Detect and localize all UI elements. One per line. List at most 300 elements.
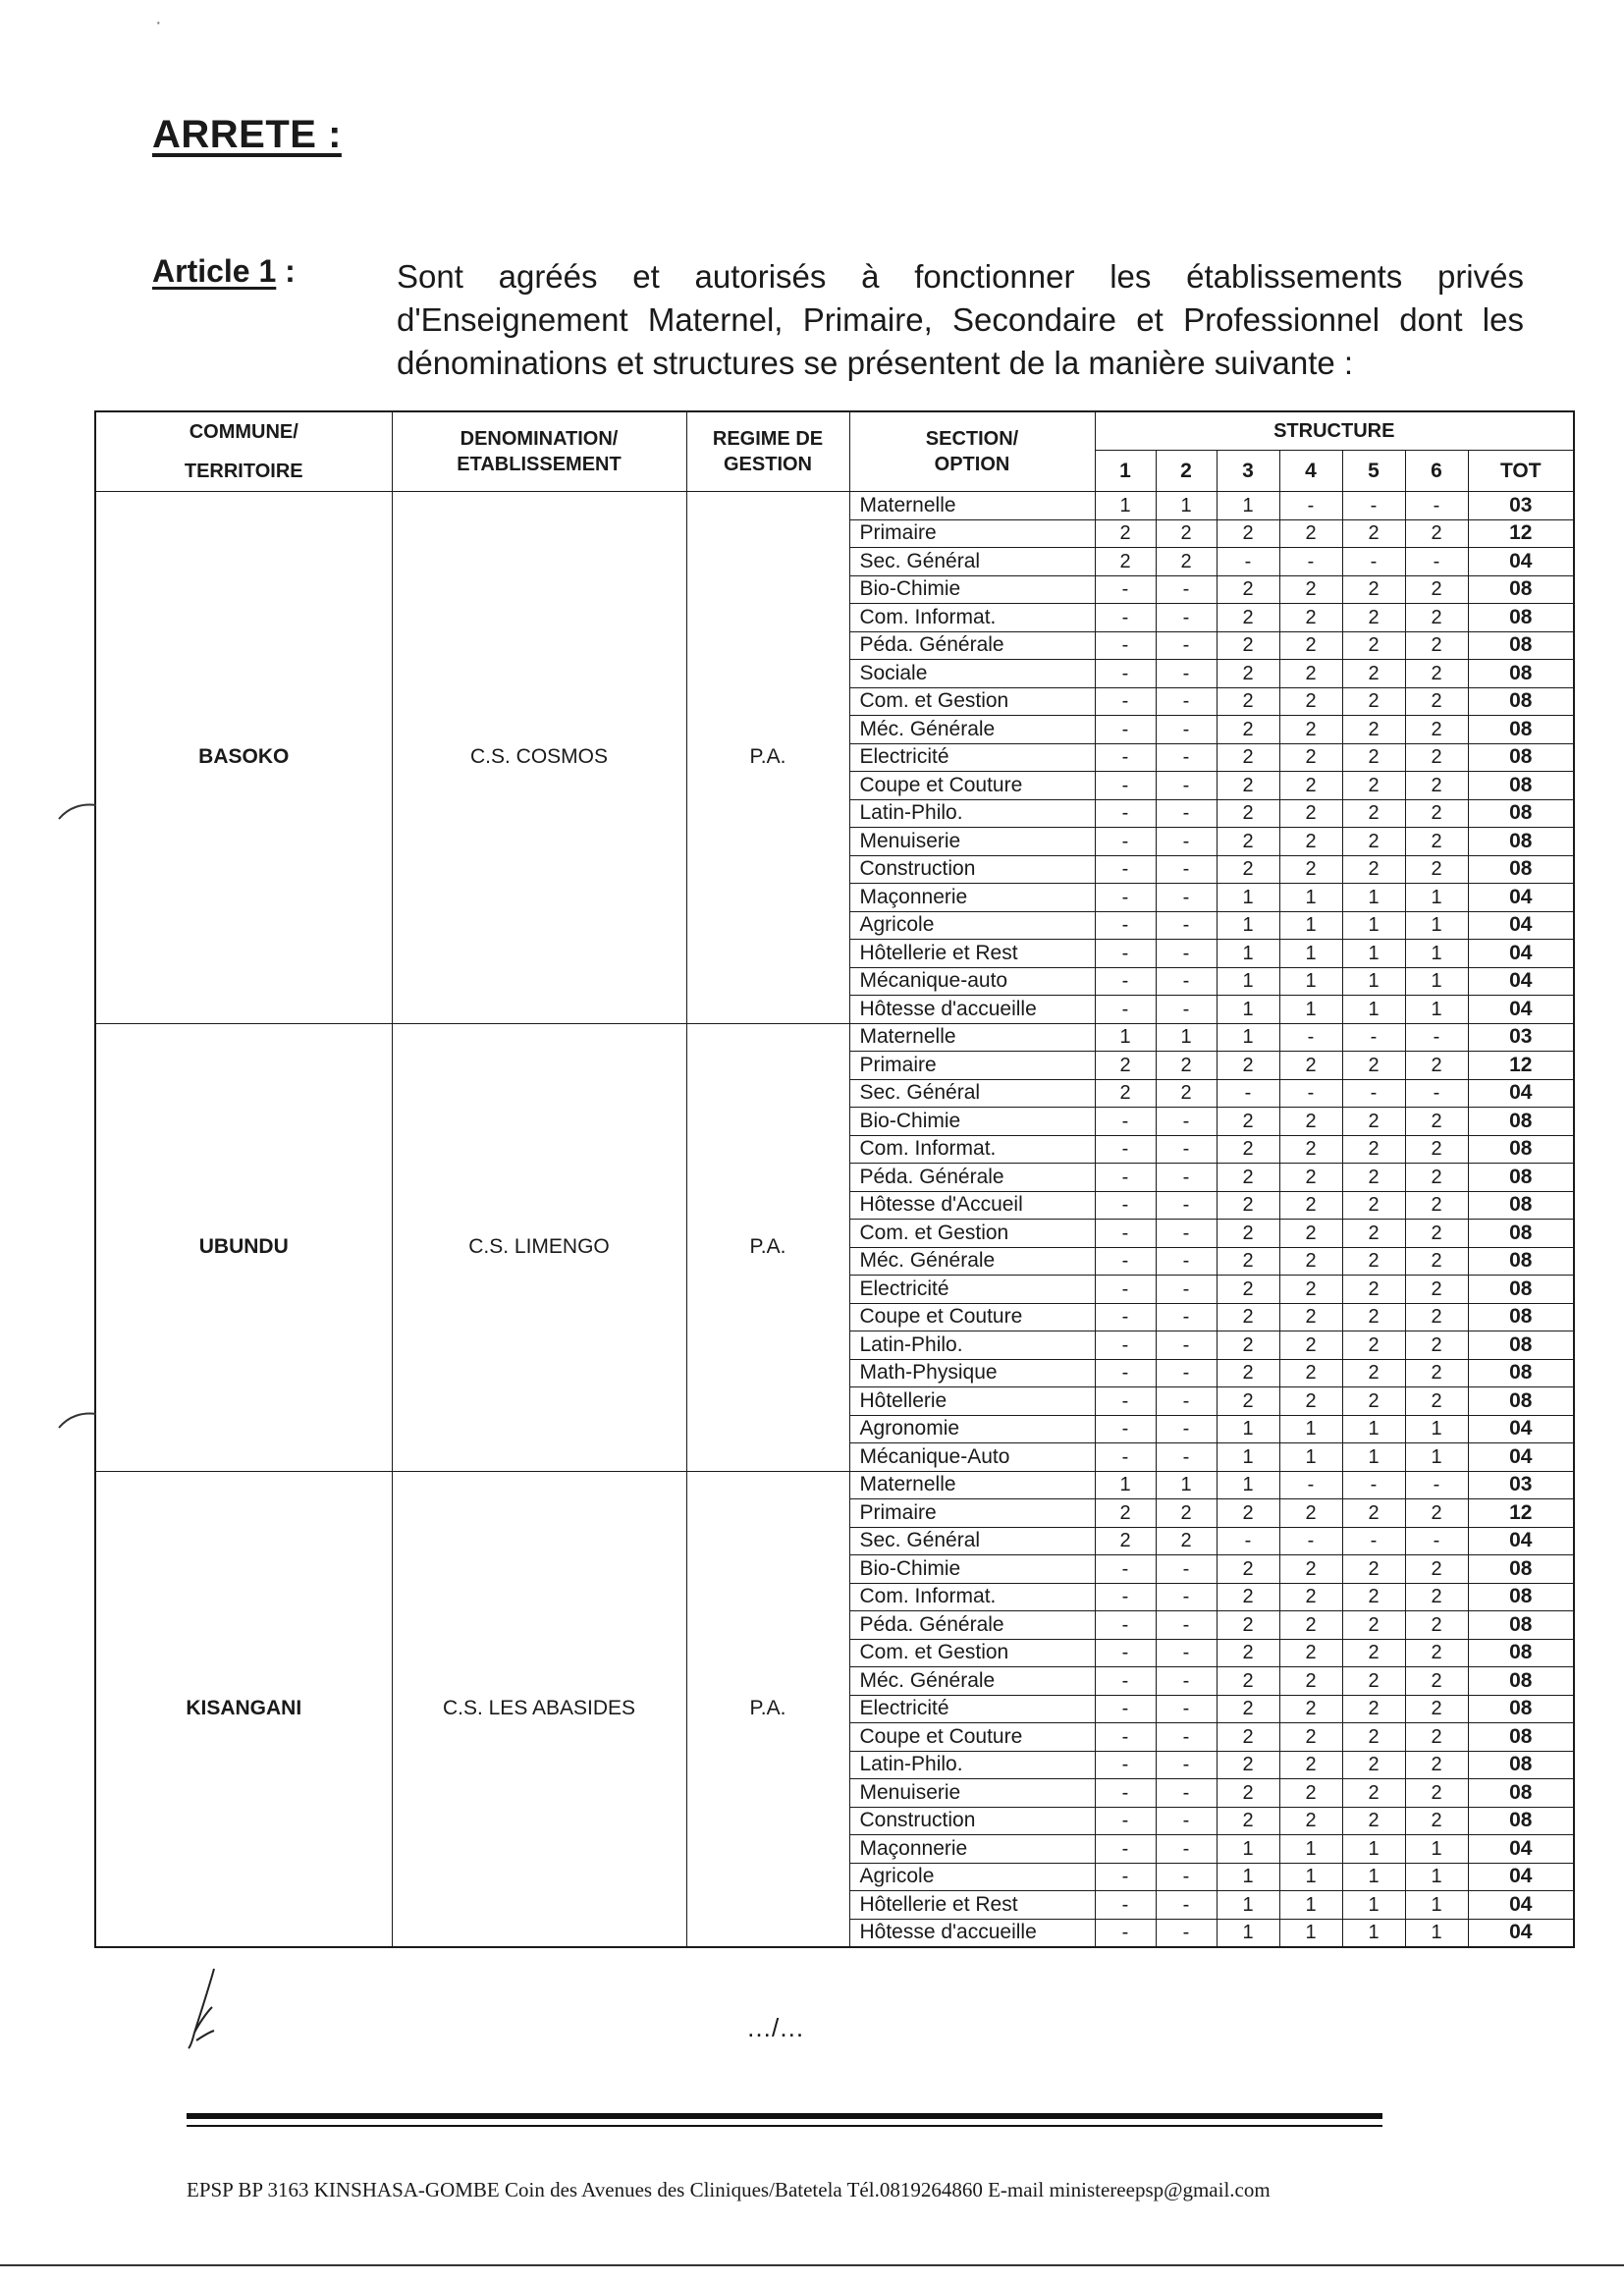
- structure-year-5-cell: 2: [1342, 1779, 1405, 1808]
- structure-year-5-cell: 1: [1342, 1415, 1405, 1443]
- structure-year-1-cell: -: [1095, 1723, 1156, 1752]
- section-option-cell: Mécanique-Auto: [849, 1443, 1095, 1472]
- structure-year-2-cell: 2: [1156, 548, 1217, 576]
- structure-year-2-cell: -: [1156, 799, 1217, 828]
- total-cell: 04: [1468, 1079, 1574, 1108]
- regime-cell: P.A.: [686, 1023, 849, 1471]
- article-text: Sont agréés et autorisés à fonctionner les établissements privés d'Enseignement Maternel, Primaire, Secondaire et Professionnel dont les dénominations et structures se présentent de la manière suivante :: [397, 258, 1524, 381]
- total-cell: 08: [1468, 1359, 1574, 1387]
- total-cell: 08: [1468, 1723, 1574, 1752]
- structure-year-5-cell: 2: [1342, 1191, 1405, 1220]
- structure-year-6-cell: 2: [1405, 799, 1468, 828]
- section-option-cell: Hôtesse d'accueille: [849, 1919, 1095, 1947]
- structure-year-6-cell: 1: [1405, 996, 1468, 1024]
- structure-year-5-cell: 1: [1342, 1863, 1405, 1891]
- structure-year-4-cell: 2: [1279, 772, 1342, 800]
- structure-year-5-cell: 2: [1342, 1555, 1405, 1584]
- structure-year-5-cell: -: [1342, 1023, 1405, 1052]
- structure-year-4-cell: 2: [1279, 660, 1342, 688]
- structure-year-1-cell: -: [1095, 1611, 1156, 1640]
- structure-year-2-cell: -: [1156, 940, 1217, 968]
- structure-year-4-cell: 1: [1279, 940, 1342, 968]
- section-option-cell: Agricole: [849, 911, 1095, 940]
- header-year-6: 6: [1405, 451, 1468, 492]
- structure-year-1-cell: 2: [1095, 1499, 1156, 1528]
- structure-year-6-cell: 2: [1405, 1303, 1468, 1331]
- total-cell: 08: [1468, 1164, 1574, 1192]
- structure-year-5-cell: 2: [1342, 1611, 1405, 1640]
- structure-year-5-cell: 2: [1342, 687, 1405, 716]
- structure-year-3-cell: 1: [1217, 967, 1279, 996]
- structure-year-6-cell: 1: [1405, 1919, 1468, 1947]
- structure-year-3-cell: 2: [1217, 660, 1279, 688]
- total-cell: 08: [1468, 743, 1574, 772]
- section-option-cell: Agricole: [849, 1863, 1095, 1891]
- structure-year-1-cell: 1: [1095, 1471, 1156, 1499]
- total-cell: 04: [1468, 1919, 1574, 1947]
- structure-year-2-cell: -: [1156, 1108, 1217, 1136]
- structure-year-6-cell: 1: [1405, 1415, 1468, 1443]
- structure-year-3-cell: -: [1217, 1079, 1279, 1108]
- structure-year-2-cell: -: [1156, 716, 1217, 744]
- header-year-5: 5: [1342, 451, 1405, 492]
- section-option-cell: Sec. Général: [849, 548, 1095, 576]
- section-option-cell: Construction: [849, 1807, 1095, 1835]
- structure-year-6-cell: 2: [1405, 716, 1468, 744]
- structure-year-6-cell: 2: [1405, 687, 1468, 716]
- total-cell: 08: [1468, 716, 1574, 744]
- total-cell: 08: [1468, 1779, 1574, 1808]
- section-option-cell: Primaire: [849, 1052, 1095, 1080]
- structure-year-2-cell: 2: [1156, 1527, 1217, 1555]
- structure-year-4-cell: 2: [1279, 799, 1342, 828]
- structure-year-3-cell: 1: [1217, 940, 1279, 968]
- structure-year-5-cell: 1: [1342, 1835, 1405, 1864]
- structure-year-3-cell: 2: [1217, 1387, 1279, 1416]
- structure-year-4-cell: -: [1279, 548, 1342, 576]
- structure-year-1-cell: -: [1095, 687, 1156, 716]
- structure-year-6-cell: 2: [1405, 772, 1468, 800]
- structure-year-5-cell: 1: [1342, 940, 1405, 968]
- table-row: [95, 492, 1574, 520]
- structure-year-2-cell: 1: [1156, 1023, 1217, 1052]
- structure-year-5-cell: 1: [1342, 911, 1405, 940]
- section-option-cell: Maçonnerie: [849, 1835, 1095, 1864]
- structure-year-3-cell: 2: [1217, 1667, 1279, 1696]
- total-cell: 08: [1468, 1751, 1574, 1779]
- total-cell: 03: [1468, 1471, 1574, 1499]
- section-option-cell: Méc. Générale: [849, 716, 1095, 744]
- structure-year-1-cell: -: [1095, 1751, 1156, 1779]
- header-structure: STRUCTURE: [1095, 411, 1574, 451]
- section-option-cell: Latin-Philo.: [849, 1751, 1095, 1779]
- structure-year-5-cell: 2: [1342, 1667, 1405, 1696]
- structure-year-3-cell: 2: [1217, 743, 1279, 772]
- structure-year-1-cell: -: [1095, 1303, 1156, 1331]
- section-option-cell: Sec. Général: [849, 1527, 1095, 1555]
- section-option-cell: Sociale: [849, 660, 1095, 688]
- structure-year-4-cell: 2: [1279, 1583, 1342, 1611]
- structure-year-5-cell: 2: [1342, 1276, 1405, 1304]
- structure-year-3-cell: 2: [1217, 1779, 1279, 1808]
- footer-rule-thin: [187, 2125, 1382, 2127]
- establishments-table: [94, 410, 1575, 1948]
- structure-year-2-cell: 2: [1156, 1079, 1217, 1108]
- structure-year-1-cell: 2: [1095, 519, 1156, 548]
- section-option-cell: Péda. Générale: [849, 631, 1095, 660]
- structure-year-3-cell: 2: [1217, 1052, 1279, 1080]
- structure-year-6-cell: 2: [1405, 1331, 1468, 1360]
- header-year-3: 3: [1217, 451, 1279, 492]
- structure-year-3-cell: 2: [1217, 1751, 1279, 1779]
- structure-year-1-cell: -: [1095, 1919, 1156, 1947]
- structure-year-6-cell: 2: [1405, 1164, 1468, 1192]
- structure-year-2-cell: -: [1156, 631, 1217, 660]
- structure-year-3-cell: 2: [1217, 799, 1279, 828]
- total-cell: 04: [1468, 1863, 1574, 1891]
- structure-year-6-cell: 2: [1405, 1695, 1468, 1723]
- structure-year-3-cell: 2: [1217, 687, 1279, 716]
- structure-year-6-cell: 1: [1405, 940, 1468, 968]
- header-regime: REGIME DE GESTION: [686, 411, 849, 492]
- structure-year-4-cell: 2: [1279, 855, 1342, 884]
- structure-year-3-cell: 2: [1217, 1611, 1279, 1640]
- total-cell: 08: [1468, 1387, 1574, 1416]
- structure-year-5-cell: 2: [1342, 772, 1405, 800]
- structure-year-6-cell: 2: [1405, 1751, 1468, 1779]
- commune-cell: BASOKO: [95, 492, 392, 1024]
- structure-year-4-cell: 2: [1279, 1387, 1342, 1416]
- total-cell: 08: [1468, 660, 1574, 688]
- structure-year-1-cell: -: [1095, 1387, 1156, 1416]
- structure-year-5-cell: 2: [1342, 1303, 1405, 1331]
- structure-year-3-cell: 1: [1217, 1415, 1279, 1443]
- structure-year-2-cell: -: [1156, 1891, 1217, 1920]
- total-cell: 08: [1468, 1220, 1574, 1248]
- structure-year-2-cell: -: [1156, 687, 1217, 716]
- total-cell: 04: [1468, 911, 1574, 940]
- total-cell: 12: [1468, 1052, 1574, 1080]
- header-year-4: 4: [1279, 451, 1342, 492]
- section-option-cell: Maçonnerie: [849, 884, 1095, 912]
- section-option-cell: Péda. Générale: [849, 1611, 1095, 1640]
- structure-year-4-cell: 2: [1279, 1723, 1342, 1752]
- structure-year-6-cell: 2: [1405, 1191, 1468, 1220]
- section-option-cell: Primaire: [849, 519, 1095, 548]
- structure-year-1-cell: -: [1095, 716, 1156, 744]
- structure-year-5-cell: 1: [1342, 884, 1405, 912]
- section-option-cell: Com. et Gestion: [849, 687, 1095, 716]
- section-option-cell: Hôtesse d'accueille: [849, 996, 1095, 1024]
- structure-year-4-cell: -: [1279, 1527, 1342, 1555]
- structure-year-2-cell: -: [1156, 1191, 1217, 1220]
- structure-year-6-cell: 2: [1405, 1639, 1468, 1667]
- structure-year-4-cell: -: [1279, 1079, 1342, 1108]
- structure-year-6-cell: 2: [1405, 1555, 1468, 1584]
- structure-year-1-cell: 2: [1095, 1052, 1156, 1080]
- structure-year-5-cell: -: [1342, 1471, 1405, 1499]
- structure-year-5-cell: 2: [1342, 799, 1405, 828]
- structure-year-1-cell: -: [1095, 1891, 1156, 1920]
- structure-year-2-cell: -: [1156, 1779, 1217, 1808]
- structure-year-6-cell: 2: [1405, 631, 1468, 660]
- total-cell: 04: [1468, 548, 1574, 576]
- structure-year-6-cell: 2: [1405, 1247, 1468, 1276]
- total-cell: 08: [1468, 1611, 1574, 1640]
- structure-year-4-cell: 1: [1279, 911, 1342, 940]
- structure-year-1-cell: 1: [1095, 492, 1156, 520]
- structure-year-1-cell: -: [1095, 1863, 1156, 1891]
- structure-year-1-cell: -: [1095, 1443, 1156, 1472]
- total-cell: 08: [1468, 772, 1574, 800]
- header-year-1: 1: [1095, 451, 1156, 492]
- structure-year-2-cell: -: [1156, 1919, 1217, 1947]
- structure-year-3-cell: 2: [1217, 1583, 1279, 1611]
- structure-year-3-cell: 1: [1217, 1471, 1279, 1499]
- header-total: TOT: [1468, 451, 1574, 492]
- structure-year-2-cell: -: [1156, 1835, 1217, 1864]
- structure-year-2-cell: -: [1156, 1387, 1217, 1416]
- structure-year-6-cell: -: [1405, 492, 1468, 520]
- etablissement-cell: C.S. COSMOS: [392, 492, 686, 1024]
- structure-year-6-cell: 2: [1405, 1583, 1468, 1611]
- total-cell: 08: [1468, 855, 1574, 884]
- section-option-cell: Math-Physique: [849, 1359, 1095, 1387]
- margin-mark: [55, 1402, 98, 1432]
- commune-cell: KISANGANI: [95, 1471, 392, 1947]
- structure-year-1-cell: -: [1095, 1779, 1156, 1808]
- structure-year-1-cell: -: [1095, 1247, 1156, 1276]
- structure-year-2-cell: -: [1156, 1555, 1217, 1584]
- structure-year-6-cell: 2: [1405, 1387, 1468, 1416]
- structure-year-4-cell: 2: [1279, 1779, 1342, 1808]
- structure-year-1-cell: -: [1095, 1220, 1156, 1248]
- structure-year-1-cell: -: [1095, 884, 1156, 912]
- table-header: [95, 411, 1574, 492]
- structure-year-3-cell: 2: [1217, 1164, 1279, 1192]
- section-option-cell: Maternelle: [849, 492, 1095, 520]
- structure-year-1-cell: -: [1095, 772, 1156, 800]
- structure-year-2-cell: -: [1156, 1751, 1217, 1779]
- structure-year-1-cell: -: [1095, 743, 1156, 772]
- structure-year-4-cell: -: [1279, 1471, 1342, 1499]
- structure-year-6-cell: -: [1405, 1527, 1468, 1555]
- total-cell: 04: [1468, 1415, 1574, 1443]
- structure-year-1-cell: -: [1095, 996, 1156, 1024]
- section-option-cell: Latin-Philo.: [849, 1331, 1095, 1360]
- total-cell: 04: [1468, 1527, 1574, 1555]
- structure-year-6-cell: 2: [1405, 1276, 1468, 1304]
- structure-year-4-cell: 2: [1279, 687, 1342, 716]
- structure-year-6-cell: 2: [1405, 1499, 1468, 1528]
- total-cell: 08: [1468, 1247, 1574, 1276]
- structure-year-2-cell: 1: [1156, 1471, 1217, 1499]
- structure-year-5-cell: -: [1342, 1527, 1405, 1555]
- section-option-cell: Bio-Chimie: [849, 575, 1095, 604]
- structure-year-6-cell: -: [1405, 1023, 1468, 1052]
- structure-year-6-cell: 2: [1405, 604, 1468, 632]
- structure-year-3-cell: 2: [1217, 575, 1279, 604]
- structure-year-5-cell: 2: [1342, 1695, 1405, 1723]
- structure-year-4-cell: 2: [1279, 1247, 1342, 1276]
- structure-year-5-cell: -: [1342, 548, 1405, 576]
- structure-year-3-cell: 2: [1217, 631, 1279, 660]
- structure-year-2-cell: -: [1156, 884, 1217, 912]
- structure-year-4-cell: 2: [1279, 1751, 1342, 1779]
- structure-year-5-cell: 2: [1342, 1723, 1405, 1752]
- total-cell: 08: [1468, 1807, 1574, 1835]
- section-option-cell: Menuiserie: [849, 1779, 1095, 1808]
- structure-year-2-cell: -: [1156, 604, 1217, 632]
- structure-year-5-cell: 2: [1342, 1331, 1405, 1360]
- structure-year-4-cell: 2: [1279, 1807, 1342, 1835]
- structure-year-3-cell: 2: [1217, 1247, 1279, 1276]
- structure-year-1-cell: -: [1095, 799, 1156, 828]
- structure-year-6-cell: 1: [1405, 1835, 1468, 1864]
- structure-year-4-cell: 1: [1279, 1835, 1342, 1864]
- structure-year-3-cell: 2: [1217, 855, 1279, 884]
- structure-year-6-cell: -: [1405, 1079, 1468, 1108]
- structure-year-2-cell: -: [1156, 743, 1217, 772]
- section-option-cell: Maternelle: [849, 1471, 1095, 1499]
- structure-year-3-cell: 1: [1217, 492, 1279, 520]
- structure-year-4-cell: 1: [1279, 1891, 1342, 1920]
- continuation-mark: …/…: [746, 2013, 805, 2042]
- section-option-cell: Maternelle: [849, 1023, 1095, 1052]
- section-option-cell: Coupe et Couture: [849, 1723, 1095, 1752]
- total-cell: 08: [1468, 1667, 1574, 1696]
- structure-year-1-cell: -: [1095, 1667, 1156, 1696]
- structure-year-3-cell: 2: [1217, 1359, 1279, 1387]
- structure-year-5-cell: 2: [1342, 631, 1405, 660]
- structure-year-4-cell: 2: [1279, 1276, 1342, 1304]
- total-cell: 04: [1468, 884, 1574, 912]
- structure-year-6-cell: 1: [1405, 884, 1468, 912]
- structure-year-4-cell: 2: [1279, 1331, 1342, 1360]
- structure-year-5-cell: -: [1342, 1079, 1405, 1108]
- total-cell: 04: [1468, 1443, 1574, 1472]
- header-year-2: 2: [1156, 451, 1217, 492]
- structure-year-5-cell: 1: [1342, 1919, 1405, 1947]
- structure-year-1-cell: -: [1095, 1135, 1156, 1164]
- section-option-cell: Péda. Générale: [849, 1164, 1095, 1192]
- page-heading: ARRETE :: [152, 113, 342, 156]
- structure-year-2-cell: -: [1156, 660, 1217, 688]
- structure-year-2-cell: -: [1156, 828, 1217, 856]
- structure-year-2-cell: -: [1156, 1415, 1217, 1443]
- structure-year-4-cell: 2: [1279, 1611, 1342, 1640]
- structure-year-1-cell: -: [1095, 855, 1156, 884]
- total-cell: 04: [1468, 940, 1574, 968]
- structure-year-5-cell: 2: [1342, 1499, 1405, 1528]
- structure-year-1-cell: -: [1095, 1415, 1156, 1443]
- structure-year-3-cell: 1: [1217, 911, 1279, 940]
- total-cell: 08: [1468, 1583, 1574, 1611]
- total-cell: 08: [1468, 1555, 1574, 1584]
- structure-year-4-cell: 2: [1279, 1220, 1342, 1248]
- section-option-cell: Hôtesse d'Accueil: [849, 1191, 1095, 1220]
- structure-year-6-cell: -: [1405, 1471, 1468, 1499]
- structure-year-1-cell: -: [1095, 1555, 1156, 1584]
- structure-year-6-cell: 2: [1405, 1359, 1468, 1387]
- structure-year-3-cell: 2: [1217, 1555, 1279, 1584]
- structure-year-5-cell: -: [1342, 492, 1405, 520]
- section-option-cell: Com. Informat.: [849, 1135, 1095, 1164]
- section-option-cell: Coupe et Couture: [849, 772, 1095, 800]
- structure-year-4-cell: 2: [1279, 1135, 1342, 1164]
- structure-year-3-cell: 2: [1217, 1499, 1279, 1528]
- structure-year-4-cell: 1: [1279, 967, 1342, 996]
- structure-year-5-cell: 2: [1342, 1359, 1405, 1387]
- article-colon: :: [285, 253, 296, 289]
- section-option-cell: Construction: [849, 855, 1095, 884]
- structure-year-3-cell: 2: [1217, 1191, 1279, 1220]
- section-option-cell: Com. Informat.: [849, 1583, 1095, 1611]
- structure-year-6-cell: 2: [1405, 575, 1468, 604]
- section-option-cell: Electricité: [849, 1695, 1095, 1723]
- section-option-cell: Bio-Chimie: [849, 1108, 1095, 1136]
- structure-year-6-cell: 2: [1405, 519, 1468, 548]
- structure-year-4-cell: 1: [1279, 884, 1342, 912]
- total-cell: 08: [1468, 687, 1574, 716]
- structure-year-2-cell: -: [1156, 1639, 1217, 1667]
- structure-year-4-cell: 2: [1279, 1191, 1342, 1220]
- structure-year-4-cell: -: [1279, 492, 1342, 520]
- total-cell: 12: [1468, 1499, 1574, 1528]
- structure-year-3-cell: 1: [1217, 1443, 1279, 1472]
- structure-year-6-cell: 1: [1405, 1891, 1468, 1920]
- structure-year-4-cell: 2: [1279, 519, 1342, 548]
- header-denomination: DENOMINATION/ ETABLISSEMENT: [392, 411, 686, 492]
- structure-year-2-cell: -: [1156, 1863, 1217, 1891]
- structure-year-4-cell: 2: [1279, 1108, 1342, 1136]
- section-option-cell: Com. Informat.: [849, 604, 1095, 632]
- structure-year-1-cell: -: [1095, 575, 1156, 604]
- section-option-cell: Méc. Générale: [849, 1667, 1095, 1696]
- structure-year-2-cell: -: [1156, 1583, 1217, 1611]
- total-cell: 08: [1468, 1135, 1574, 1164]
- structure-year-6-cell: 2: [1405, 828, 1468, 856]
- structure-year-3-cell: 2: [1217, 1807, 1279, 1835]
- article-label: [152, 253, 296, 290]
- page-bottom-rule: [0, 2264, 1624, 2266]
- section-option-cell: Com. et Gestion: [849, 1639, 1095, 1667]
- structure-year-1-cell: -: [1095, 660, 1156, 688]
- structure-year-2-cell: -: [1156, 1723, 1217, 1752]
- structure-year-4-cell: 2: [1279, 716, 1342, 744]
- structure-year-3-cell: -: [1217, 548, 1279, 576]
- structure-year-1-cell: -: [1095, 940, 1156, 968]
- structure-year-3-cell: 2: [1217, 1276, 1279, 1304]
- structure-year-2-cell: -: [1156, 1331, 1217, 1360]
- total-cell: 04: [1468, 1835, 1574, 1864]
- structure-year-5-cell: 2: [1342, 828, 1405, 856]
- structure-year-1-cell: -: [1095, 631, 1156, 660]
- structure-year-5-cell: 2: [1342, 743, 1405, 772]
- structure-year-1-cell: -: [1095, 604, 1156, 632]
- structure-year-5-cell: 2: [1342, 1108, 1405, 1136]
- scan-mark: ·: [155, 12, 162, 33]
- total-cell: 03: [1468, 1023, 1574, 1052]
- structure-year-4-cell: 2: [1279, 828, 1342, 856]
- structure-year-4-cell: 2: [1279, 1555, 1342, 1584]
- section-option-cell: Primaire: [849, 1499, 1095, 1528]
- structure-year-6-cell: 2: [1405, 1807, 1468, 1835]
- total-cell: 08: [1468, 799, 1574, 828]
- total-cell: 08: [1468, 1695, 1574, 1723]
- structure-year-6-cell: 2: [1405, 1723, 1468, 1752]
- structure-year-6-cell: 2: [1405, 1135, 1468, 1164]
